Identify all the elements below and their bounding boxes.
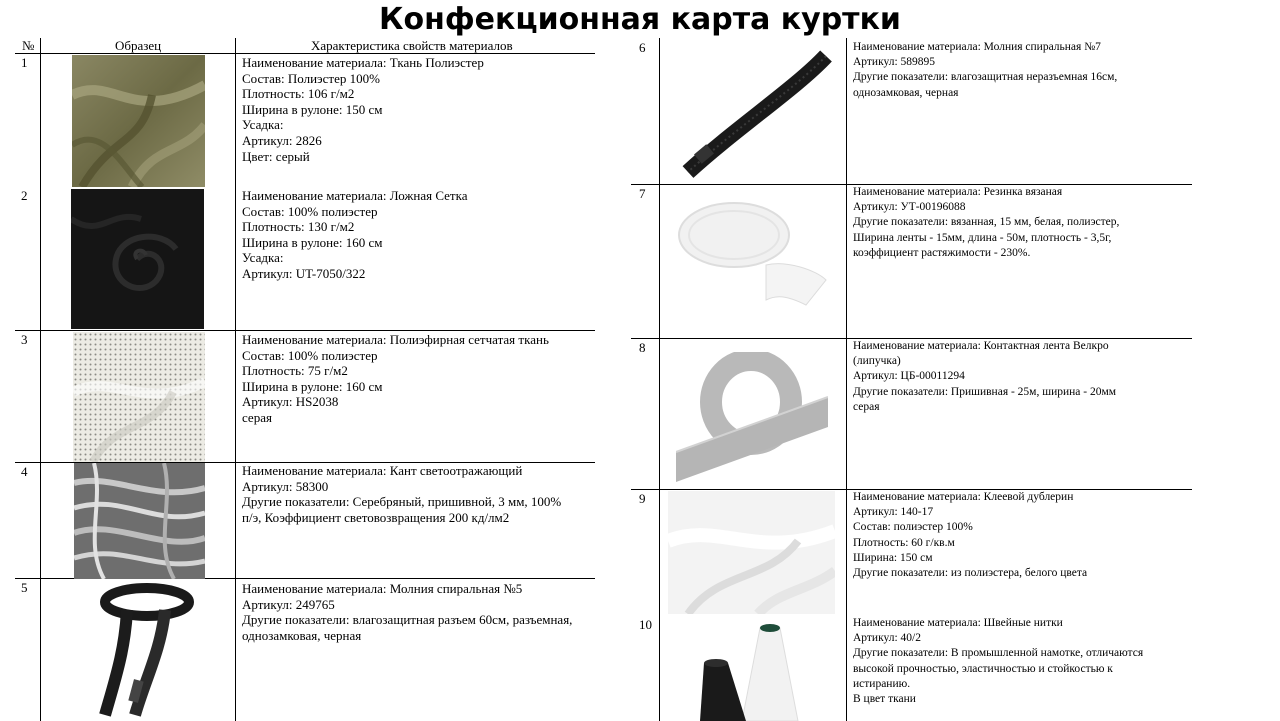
- material-description: Наименование материала: Молния спиральная №7 Артикул: 589895 Другие показатели: влагозащитная неразъемная 16см, однозамковая, черная: [853, 41, 1118, 99]
- knit-elastic-image: [676, 195, 831, 310]
- header-num: №: [22, 38, 35, 53]
- black-fabric-image: [71, 189, 204, 329]
- material-description: Наименование материала: Ложная Сетка Состав: 100% полиэстер Плотность: 130 г/м2 Ширина в рулоне: 160 см Усадка: Артикул: UT-7050/322: [242, 188, 468, 281]
- page-title: Конфекционная карта куртки: [379, 2, 901, 37]
- left-row-divider: [15, 330, 595, 331]
- zipper-7-image: [676, 48, 832, 182]
- row-number: 2: [21, 188, 28, 203]
- zipper-5-image: [95, 580, 195, 721]
- row-number: 8: [639, 340, 646, 355]
- row-number: 10: [639, 617, 652, 632]
- right-col-divider-2: [846, 38, 847, 721]
- row-number: 5: [21, 580, 28, 595]
- left-col-divider-2: [235, 38, 236, 721]
- header-sample: Образец: [115, 38, 162, 53]
- row-number: 3: [21, 332, 28, 347]
- right-col-divider-1: [659, 38, 660, 721]
- header-properties: Характеристика свойств материалов: [311, 38, 513, 53]
- olive-fabric-image: [72, 55, 205, 187]
- row-number: 1: [21, 55, 28, 70]
- row-number: 4: [21, 464, 28, 479]
- sewing-thread-image: [700, 618, 810, 721]
- material-description: Наименование материала: Резинка вязаная Артикул: УТ-00196088 Другие показатели: вязанная, 15 мм, белая, полиэстер, Ширина ленты - 15мм, длина - 50м, плотность - 3,5г, коэффициент растяжимости - 230%.: [853, 186, 1120, 259]
- reflective-cord-image: [74, 463, 205, 579]
- mesh-fabric-image: [73, 332, 205, 462]
- material-description: Наименование материала: Контактная лента Велкро (липучка) Артикул: ЦБ-00011294 Другие показатели: Пришивная - 25м, ширина - 20мм серая: [853, 340, 1117, 413]
- material-description: Наименование материала: Молния спиральная №5 Артикул: 249765 Другие показатели: влагозащитная разъем 60см, разъемная, однозамковая, черная: [242, 581, 573, 643]
- velcro-tape-image: [676, 352, 828, 482]
- material-description: Наименование материала: Клеевой дублерин Артикул: 140-17 Состав: полиэстер 100% Плотность: 60 г/кв.м Ширина: 150 см Другие показатели: из полиэстера, белого цвета: [853, 491, 1088, 580]
- row-number: 6: [639, 40, 646, 55]
- fusible-interlining-image: [668, 491, 835, 614]
- material-description: Наименование материала: Ткань Полиэстер Состав: Полиэстер 100% Плотность: 106 г/м2 Ширина в рулоне: 150 см Усадка: Артикул: 2826 Цвет: серый: [242, 55, 484, 164]
- material-description: Наименование материала: Полиэфирная сетчатая ткань Состав: 100% полиэстер Плотность: 75 г/м2 Ширина в рулоне: 160 см Артикул: HS2038 серая: [242, 332, 549, 425]
- material-description: Наименование материала: Кант светоотражающий Артикул: 58300 Другие показатели: Серебряный, пришивной, 3 мм, 100% п/э, Коэффициент световозвращения 200 кд/лм2: [242, 463, 562, 525]
- material-description: Наименование материала: Швейные нитки Артикул: 40/2 Другие показатели: В промышленной намотке, отличаются высокой прочностью, эластичностью и стойкостью к истиранию. В цвет ткани: [853, 617, 1144, 706]
- row-number: 7: [639, 186, 646, 201]
- row-number: 9: [639, 491, 646, 506]
- left-col-divider-1: [40, 38, 41, 721]
